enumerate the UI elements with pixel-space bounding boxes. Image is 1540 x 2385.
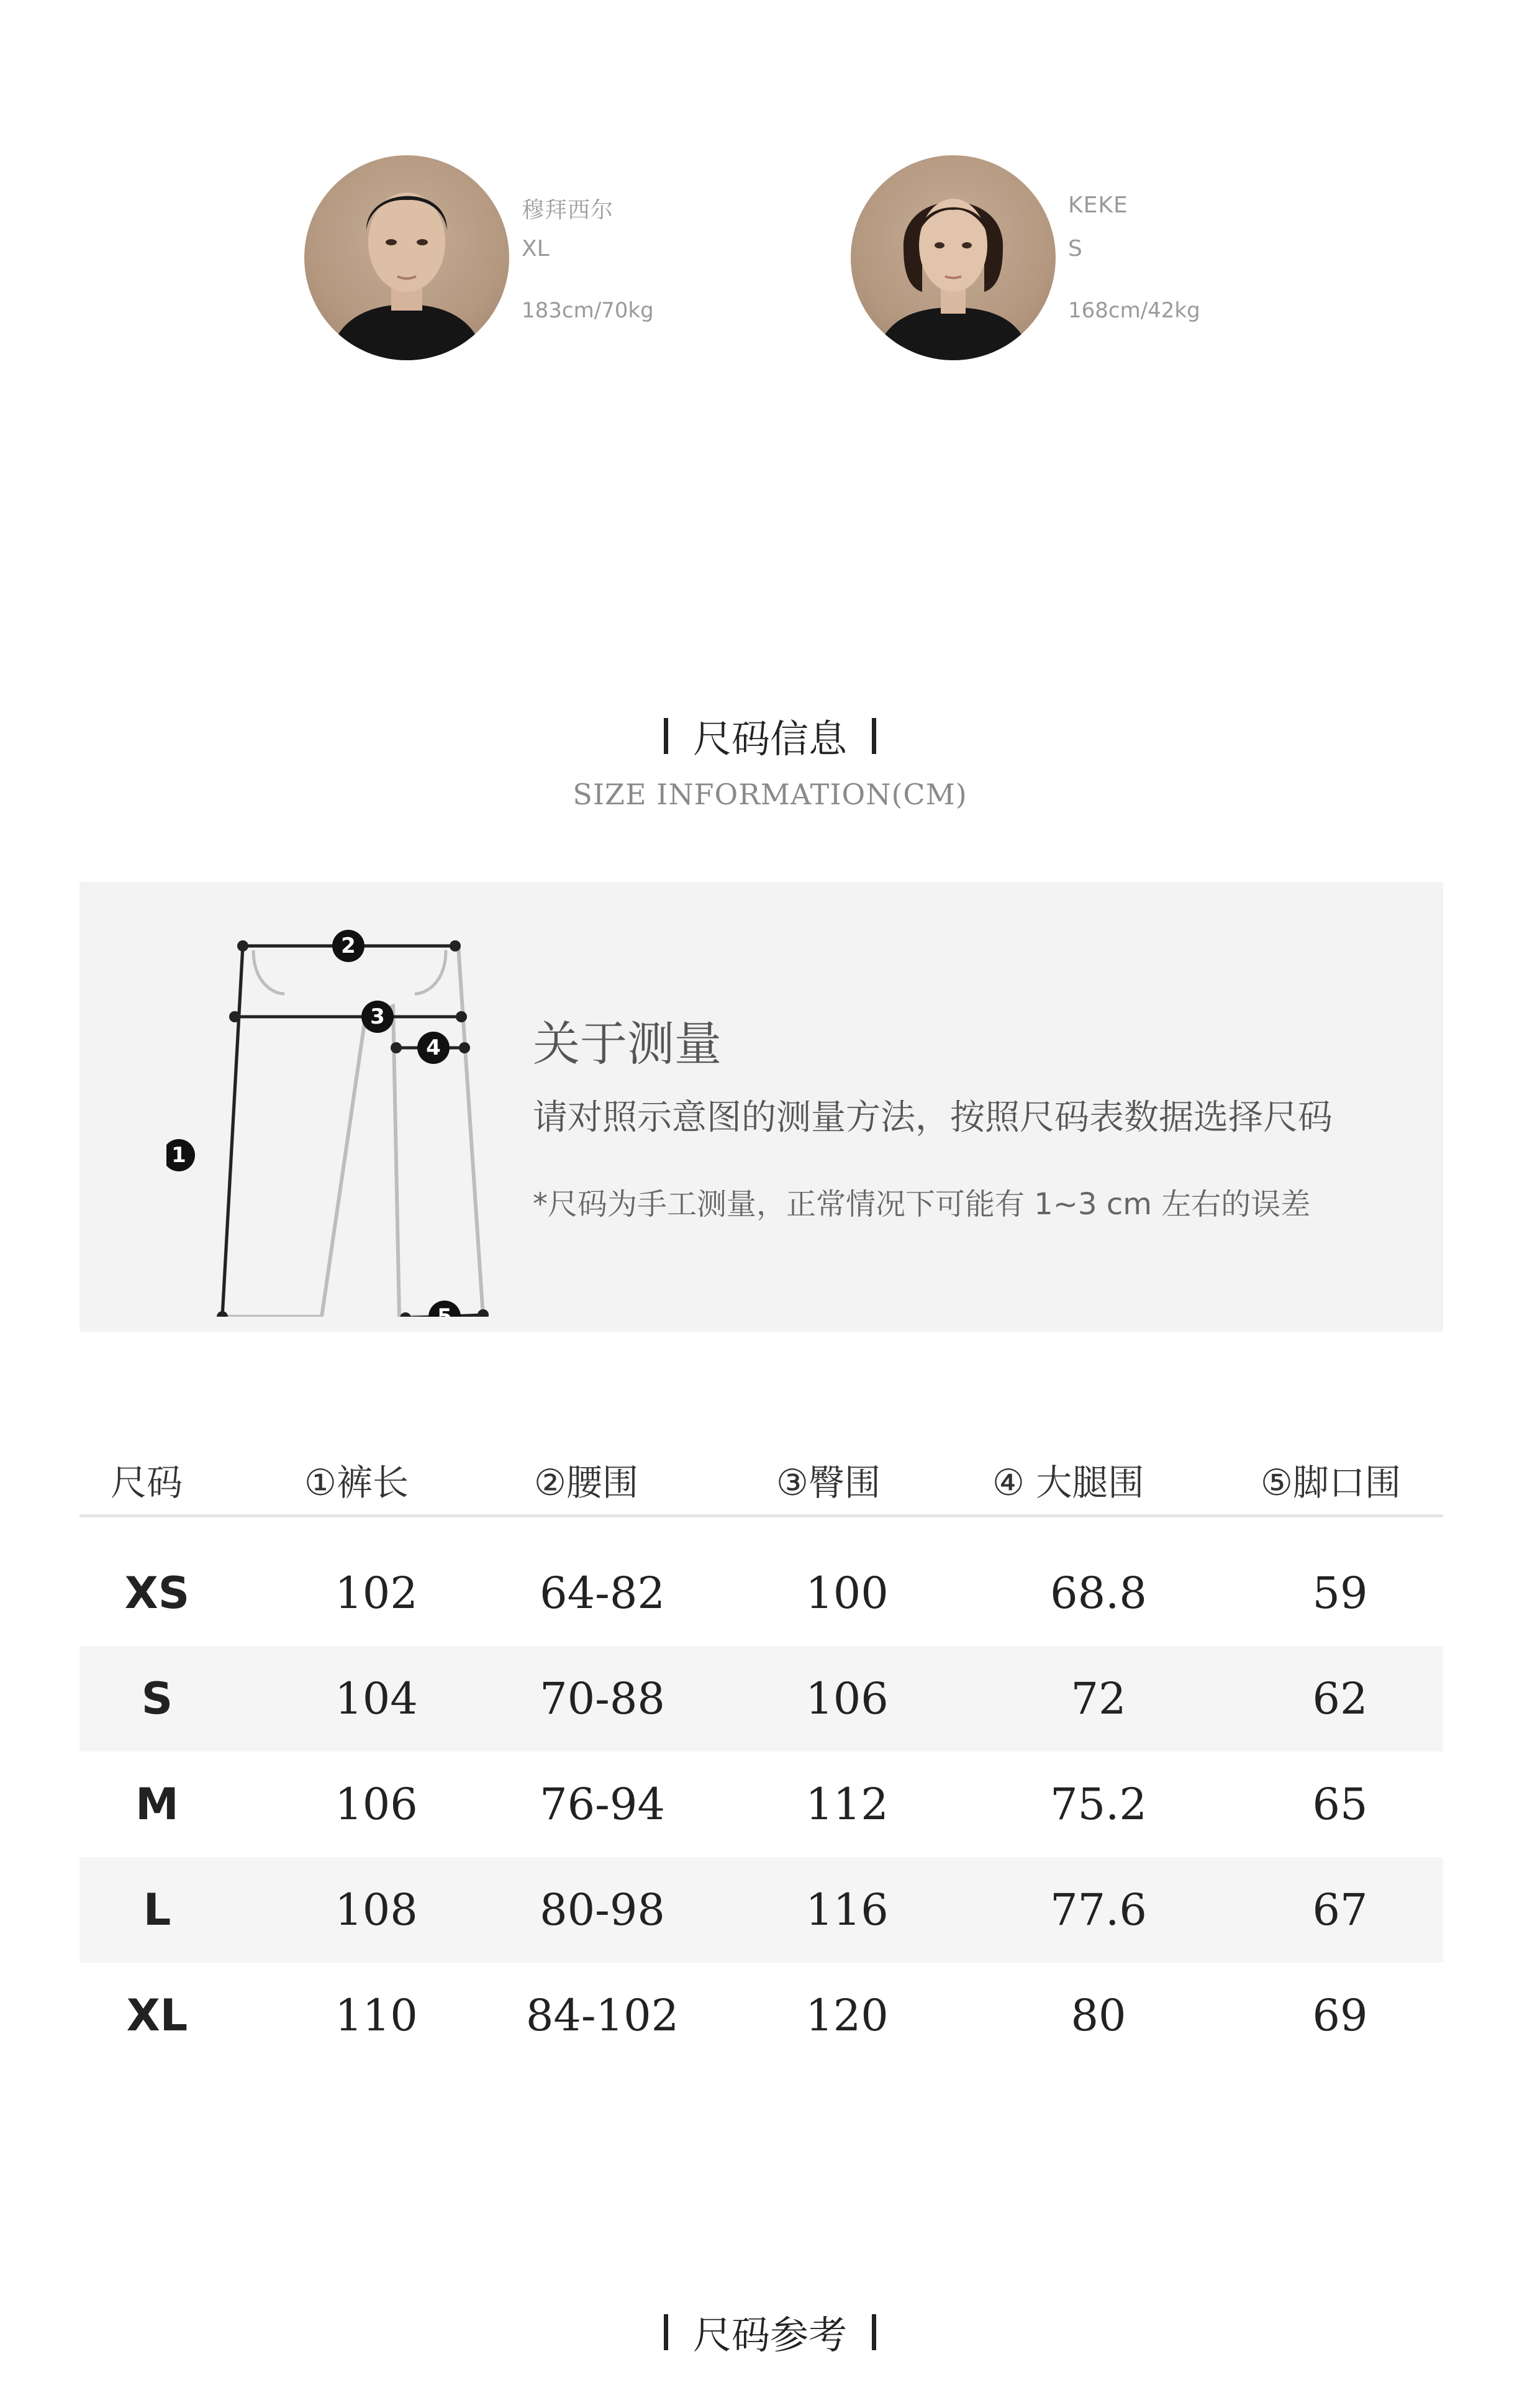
- table-row: [79, 1857, 1443, 1963]
- header-waist: ②腰围: [534, 1461, 638, 1504]
- model-size: S: [1068, 236, 1082, 261]
- cell-waist: 84-102: [525, 1990, 679, 2041]
- pants-measurement-diagram: [166, 907, 514, 1317]
- marker-5-icon: [428, 1301, 461, 1317]
- model-avatar-male: [304, 155, 509, 360]
- svg-text:2: 2: [341, 934, 356, 958]
- pants-outline-icon: [222, 946, 483, 1317]
- marker-1-icon: [166, 1139, 195, 1171]
- cell-thigh: 77.6: [1050, 1884, 1147, 1935]
- table-row: [79, 1963, 1443, 2068]
- cell-waist: 64-82: [540, 1568, 665, 1619]
- heading-bar-left: [664, 2314, 668, 2350]
- cell-thigh: 80: [1071, 1990, 1126, 2041]
- header-hem: ⑤脚口围: [1261, 1461, 1401, 1504]
- model-avatar-female: [851, 155, 1056, 360]
- size-table: [79, 1429, 1443, 2068]
- cell-hem: 67: [1312, 1884, 1368, 1935]
- heading-bar-right: [872, 2314, 876, 2350]
- heading-bar-right: [872, 718, 876, 754]
- marker-3-icon: [361, 1001, 394, 1033]
- cell-waist: 70-88: [540, 1673, 665, 1724]
- cell-length: 106: [335, 1779, 418, 1830]
- cell-hip: 100: [805, 1568, 889, 1619]
- size-table-header: [79, 1429, 1443, 1515]
- table-row: [79, 1540, 1443, 1646]
- measurement-instruction: 请对照示意图的测量方法，按照尺码表数据选择尺码: [533, 1097, 1333, 1138]
- cell-length: 104: [335, 1673, 418, 1724]
- cell-size: M: [135, 1779, 179, 1830]
- cell-hem: 69: [1312, 1990, 1368, 2041]
- svg-text:4: 4: [426, 1035, 441, 1060]
- cell-length: 108: [335, 1884, 418, 1935]
- size-reference-title: 尺码参考: [692, 2312, 847, 2358]
- cell-thigh: 72: [1071, 1673, 1126, 1724]
- model-stats: 168cm/42kg: [1068, 298, 1200, 323]
- cell-hem: 65: [1312, 1779, 1368, 1830]
- marker-4-icon: [417, 1032, 450, 1064]
- cell-size: XS: [124, 1568, 190, 1619]
- model-name: KEKE: [1068, 193, 1128, 218]
- marker-2-icon: [332, 930, 365, 962]
- header-length: ①裤长: [304, 1461, 409, 1504]
- measurement-title: 关于测量: [533, 1016, 722, 1071]
- cell-hip: 120: [805, 1990, 889, 2041]
- cell-hem: 59: [1312, 1568, 1368, 1619]
- model-card-female: [851, 155, 1285, 366]
- table-row: [79, 1751, 1443, 1857]
- cell-hip: 112: [805, 1779, 889, 1830]
- size-reference-heading: [0, 2304, 1540, 2360]
- header-hip: ③臀围: [776, 1461, 881, 1504]
- size-info-heading: [0, 708, 1540, 763]
- model-size: XL: [522, 236, 550, 261]
- cell-hem: 62: [1312, 1673, 1368, 1724]
- header-size: 尺码: [111, 1461, 183, 1504]
- measurement-note: *尺码为手工测量，正常情况下可能有 1~3 cm 左右的误差: [533, 1187, 1311, 1222]
- size-info-subtitle: SIZE INFORMATION(CM): [573, 778, 967, 811]
- cell-size: S: [141, 1673, 173, 1724]
- cell-waist: 76-94: [540, 1779, 665, 1830]
- cell-thigh: 68.8: [1050, 1568, 1147, 1619]
- cell-hip: 106: [805, 1673, 889, 1724]
- cell-thigh: 75.2: [1050, 1779, 1147, 1830]
- header-divider: [79, 1514, 1443, 1517]
- header-thigh: ④ 大腿围: [992, 1461, 1144, 1504]
- model-stats: 183cm/70kg: [522, 298, 654, 323]
- cell-waist: 80-98: [540, 1884, 665, 1935]
- model-card-male: [304, 155, 739, 366]
- cell-hip: 116: [805, 1884, 889, 1935]
- cell-size: L: [143, 1884, 171, 1935]
- measurement-panel: [79, 882, 1443, 1332]
- table-row: [79, 1646, 1443, 1751]
- model-name: 穆拜西尔: [522, 198, 614, 223]
- svg-text:3: 3: [370, 1004, 385, 1029]
- cell-size: XL: [126, 1990, 188, 2041]
- heading-bar-left: [664, 718, 668, 754]
- cell-length: 102: [335, 1568, 418, 1619]
- svg-text:1: 1: [171, 1143, 186, 1168]
- cell-length: 110: [335, 1990, 418, 2041]
- svg-text:5: 5: [437, 1304, 452, 1317]
- size-info-title: 尺码信息: [692, 716, 847, 761]
